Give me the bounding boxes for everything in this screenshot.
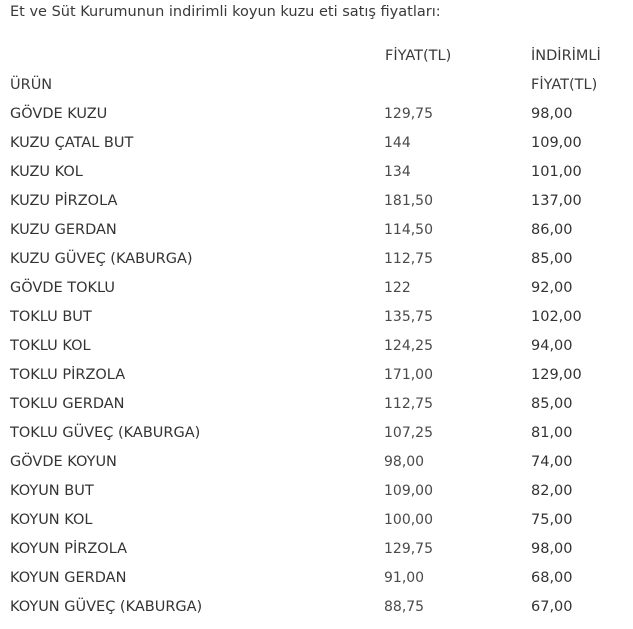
price-value: 134: [384, 164, 411, 180]
table-row: [0, 508, 633, 537]
price-value: 124,25: [384, 338, 433, 354]
table-row: [0, 595, 633, 624]
discounted-price-value: 98,00: [531, 541, 573, 557]
product-name: GÖVDE KUZU: [10, 106, 108, 122]
discounted-column-header-line2: FİYAT(TL): [531, 77, 598, 93]
price-value: 122: [384, 280, 411, 296]
table-row: [0, 218, 633, 247]
table-row: [0, 334, 633, 363]
table-row: [0, 276, 633, 305]
intro-text: Et ve Süt Kurumunun indirimli koyun kuzu eti satış fiyatları:: [10, 4, 441, 20]
table-row: [0, 160, 633, 189]
price-value: 109,00: [384, 483, 433, 499]
table-row: [0, 479, 633, 508]
price-value: 129,75: [384, 541, 433, 557]
price-value: 88,75: [384, 599, 425, 615]
product-name: KUZU ÇATAL BUT: [10, 135, 134, 151]
price-value: 91,00: [384, 570, 425, 586]
price-value: 112,75: [384, 251, 433, 267]
price-value: 144: [384, 135, 411, 151]
discounted-price-value: 92,00: [531, 280, 573, 296]
discounted-price-value: 86,00: [531, 222, 573, 238]
discounted-price-value: 109,00: [531, 135, 582, 151]
table-row: [0, 247, 633, 276]
discounted-price-value: 94,00: [531, 338, 573, 354]
discounted-price-value: 75,00: [531, 512, 573, 528]
product-name: KOYUN GERDAN: [10, 570, 127, 586]
price-value: 107,25: [384, 425, 433, 441]
product-name: KUZU PİRZOLA: [10, 193, 118, 209]
product-name: GÖVDE TOKLU: [10, 280, 115, 296]
product-name: TOKLU GÜVEÇ (KABURGA): [10, 425, 201, 441]
discounted-price-value: 98,00: [531, 106, 573, 122]
price-table: [0, 102, 633, 624]
discounted-column-header-line1: İNDİRİMLİ: [531, 48, 601, 64]
table-row: [0, 537, 633, 566]
price-value: 171,00: [384, 367, 433, 383]
table-row: [0, 392, 633, 421]
discounted-price-value: 68,00: [531, 570, 573, 586]
product-name: GÖVDE KOYUN: [10, 454, 117, 470]
discounted-price-value: 81,00: [531, 425, 573, 441]
discounted-price-value: 101,00: [531, 164, 582, 180]
table-row: [0, 566, 633, 595]
product-name: KUZU GÜVEÇ (KABURGA): [10, 251, 193, 267]
product-name: KOYUN PİRZOLA: [10, 541, 128, 557]
discounted-price-value: 74,00: [531, 454, 573, 470]
product-name: TOKLU GERDAN: [10, 396, 125, 412]
product-name: TOKLU PİRZOLA: [10, 367, 126, 383]
discounted-price-value: 82,00: [531, 483, 573, 499]
product-name: KOYUN KOL: [10, 512, 93, 528]
product-name: KOYUN GÜVEÇ (KABURGA): [10, 599, 203, 615]
table-row: [0, 189, 633, 218]
discounted-price-value: 102,00: [531, 309, 582, 325]
table-row: [0, 102, 633, 131]
product-name: KUZU KOL: [10, 164, 83, 180]
table-row: [0, 131, 633, 160]
table-row: [0, 305, 633, 334]
discounted-price-value: 129,00: [531, 367, 582, 383]
product-name: TOKLU BUT: [10, 309, 92, 325]
discounted-price-value: 67,00: [531, 599, 573, 615]
price-value: 114,50: [384, 222, 433, 238]
discounted-price-value: 137,00: [531, 193, 582, 209]
price-value: 181,50: [384, 193, 433, 209]
product-name: KOYUN BUT: [10, 483, 94, 499]
price-column-header: FİYAT(TL): [385, 48, 452, 64]
discounted-price-value: 85,00: [531, 396, 573, 412]
price-value: 135,75: [384, 309, 433, 325]
product-column-header: ÜRÜN: [10, 77, 53, 93]
price-value: 112,75: [384, 396, 433, 412]
table-row: [0, 421, 633, 450]
table-row: [0, 450, 633, 479]
price-value: 129,75: [384, 106, 433, 122]
product-name: KUZU GERDAN: [10, 222, 117, 238]
price-value: 98,00: [384, 454, 425, 470]
price-value: 100,00: [384, 512, 433, 528]
product-name: TOKLU KOL: [10, 338, 91, 354]
table-row: [0, 363, 633, 392]
discounted-price-value: 85,00: [531, 251, 573, 267]
